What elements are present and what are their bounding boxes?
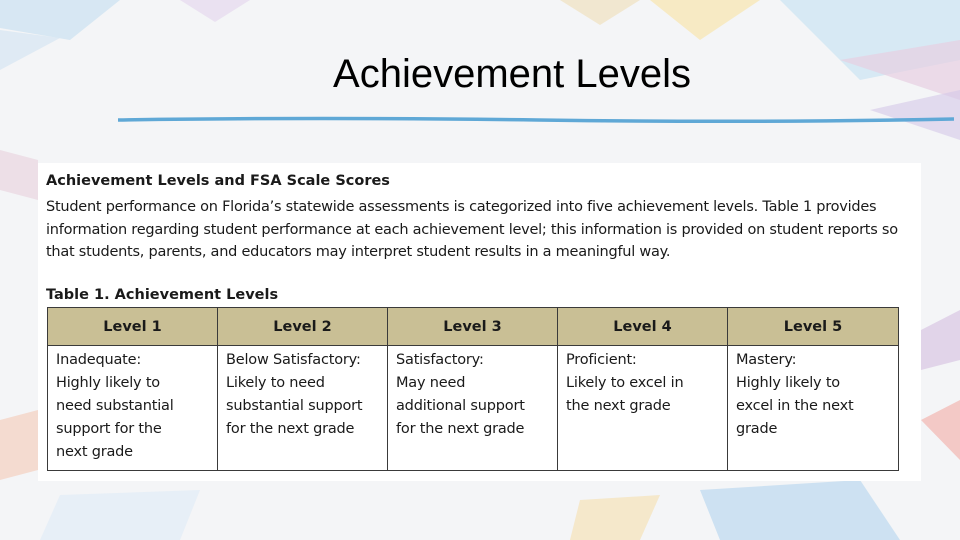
header-level-5: Level 5 xyxy=(728,308,899,346)
cell-line: the next grade xyxy=(566,398,671,414)
slide-title: Achievement Levels xyxy=(333,52,691,96)
title-underline xyxy=(118,116,954,124)
cell-line: Below Satisfactory: xyxy=(226,352,361,368)
cell-line: Inadequate: xyxy=(56,352,142,368)
cell-line: next grade xyxy=(56,444,133,460)
achievement-levels-table xyxy=(47,307,899,471)
cell-line: excel in the next xyxy=(736,398,854,414)
cell-line: need substantial xyxy=(56,398,174,414)
cell-level-2 xyxy=(218,346,388,471)
cell-level-1 xyxy=(48,346,218,471)
cell-line: Highly likely to xyxy=(56,375,160,391)
header-level-3: Level 3 xyxy=(388,308,558,346)
table-caption: Table 1. Achievement Levels xyxy=(46,287,279,303)
document-paragraph: Student performance on Florida’s statewide assessments is categorized into five achievement levels. Table 1 provides information regarding student performance at each achievement level; this information is provided on student reports so that students, parents, and educators may interpret student results in a meaningful way. xyxy=(46,199,898,260)
table-header-row xyxy=(48,308,899,346)
table-row xyxy=(48,346,899,471)
cell-line: for the next grade xyxy=(396,421,525,437)
cell-line: for the next grade xyxy=(226,421,355,437)
cell-line: substantial support xyxy=(226,398,363,414)
cell-line: Proficient: xyxy=(566,352,637,368)
cell-line: Likely to excel in xyxy=(566,375,684,391)
document-excerpt xyxy=(38,163,921,481)
cell-line: Likely to need xyxy=(226,375,325,391)
header-level-4: Level 4 xyxy=(558,308,728,346)
cell-level-5 xyxy=(728,346,899,471)
header-level-2: Level 2 xyxy=(218,308,388,346)
cell-line: grade xyxy=(736,421,778,437)
cell-level-4 xyxy=(558,346,728,471)
cell-level-3 xyxy=(388,346,558,471)
cell-line: Satisfactory: xyxy=(396,352,484,368)
cell-line: support for the xyxy=(56,421,162,437)
cell-line: May need xyxy=(396,375,466,391)
cell-line: additional support xyxy=(396,398,525,414)
document-heading: Achievement Levels and FSA Scale Scores xyxy=(46,173,390,189)
header-level-1: Level 1 xyxy=(48,308,218,346)
cell-line: Highly likely to xyxy=(736,375,840,391)
cell-line: Mastery: xyxy=(736,352,797,368)
